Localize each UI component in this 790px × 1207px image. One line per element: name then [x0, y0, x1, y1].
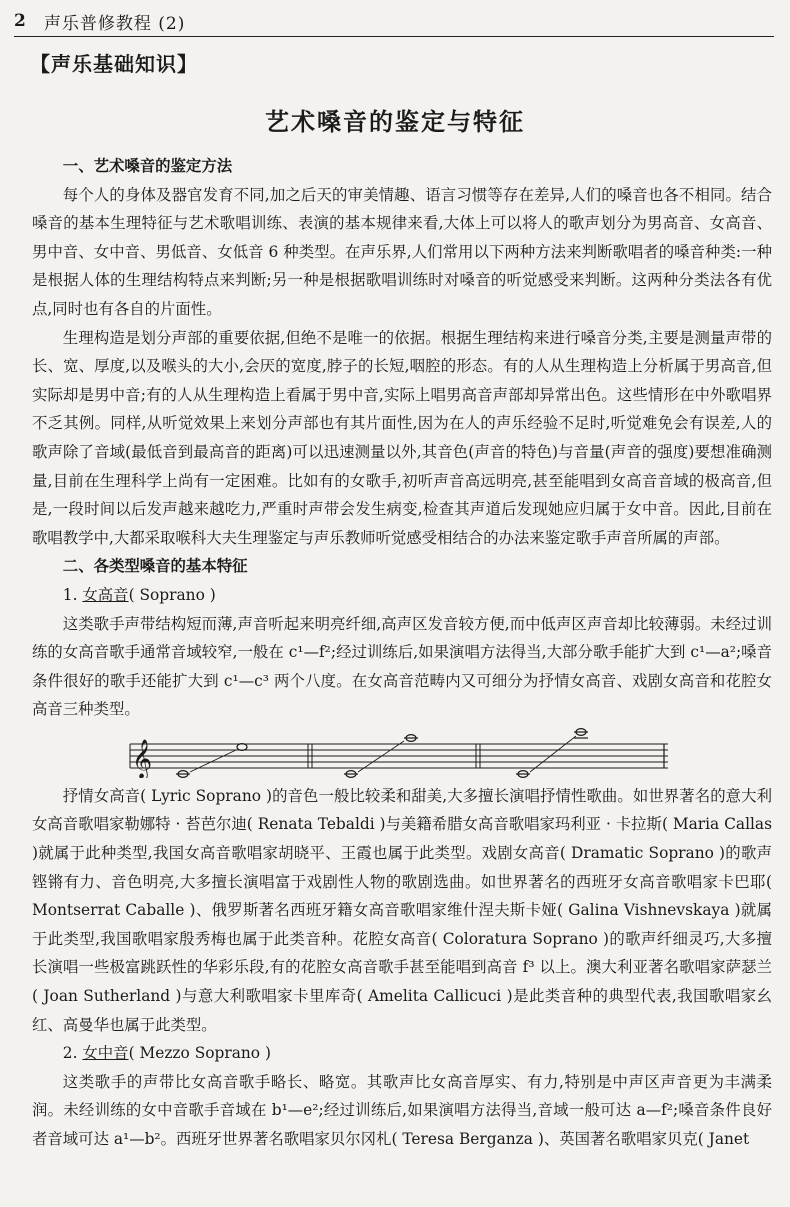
running-header — [14, 6, 774, 37]
paragraph-2: 生理构造是划分声部的重要依据,但绝不是唯一的依据。根据生理结构来进行嗓音分类,主要是测量声带的长、宽、厚度,以及喉头的大小,会厌的宽度,脖子的长短,咽腔的形态。有的人从生理构造上分析属于男高音,但实际却是男中音;有的人从生理构造上看属于男中音,实际上唱男高音声部却异常出色。这些情形在中外歌唱界不乏其例。同样,从听觉效果上来划分声部也有其片面性,因为在人的声乐经验不足时,听觉难免会有误差,人的歌声除了音域(最低音到最高音的距离)可以迅速测量以外,其音色(声音的特色)与音量(声音的强度)要想准确测量,目前在生理科学上尚有一定困难。比如有的女歌手,初听声音高远明亮,甚至能唱到女高音音域的极高音,但是,一段时间以后发声越来越吃力,严重时声带会发生病变,检查其声道后发现她应归属于女中音。因此,目前在歌唱教学中,大都采取喉科大夫生理鉴定与声乐教师听觉感受相结合的办法来鉴定歌手声音所属的声部。 — [32, 328, 772, 547]
paragraph-5: 这类歌手的声带比女高音歌手略长、略宽。其歌声比女高音厚实、有力,特别是中声区声音更为丰满柔润。未经训练的女中音歌手音域在 b¹—e²;经过训练后,如果演唱方法得当,音域一般可达 a—f²;嗓音条件良好者音域可达 a¹—b²。西班牙世界著名歌唱家贝尔冈札( Teresa Berganza )、英国著名歌唱家贝克( Janet — [32, 1072, 772, 1148]
paragraph-3: 这类歌手声带结构短而薄,声音听起来明亮纤细,高声区发音较方便,而中低声区声音却比较薄弱。未经过训练的女高音歌手通常音域较窄,一般在 c¹—f²;经过训练后,如果演唱方法得当,大部分歌手能扩大到 c¹—a²;嗓音条件很好的歌手还能扩大到 c¹—c³ 两个八度。在女高音范畴内又可细分为抒情女高音、戏剧女高音和花腔女高音三种类型。 — [32, 614, 772, 719]
subheading-soprano-en: ( Soprano ) — [128, 585, 216, 604]
subheading-soprano-label: 女高音 — [82, 585, 129, 604]
subheading-mezzo-num: 2. — [62, 1044, 83, 1063]
paragraph-4: 抒情女高音( Lyric Soprano )的音色一般比较柔和甜美,大多擅长演唱抒情性歌曲。如世界著名的意大利女高音歌唱家勒娜特 · 苔芭尔迪( Renata Tebaldi )与美籍希腊女高音歌唱家玛利亚 · 卡拉斯( Maria Callas )就属于此种类型,我国女高音歌唱家胡晓平、王霞也属于此类型。戏剧女高音( Dramatic Soprano )的歌声铿锵有力、音色明亮,大多擅长演唱富于戏剧性人物的歌剧选曲。如世界著名的西班牙女高音歌唱家卡巴耶( Montserrat Caballe )、俄罗斯著名西班牙籍女高音歌唱家维什涅夫斯卡娅( Galina Vishnevskaya )就属于此类型,我国歌唱家殷秀梅也属于此类音种。花腔女高音( Coloratura Soprano )的歌声纤细灵巧,大多擅长演唱一些极富跳跃性的华彩乐段,有的花腔女高音歌手甚至能唱到高音 f³ 以上。澳大利亚著名歌唱家萨瑟兰( Joan Sutherland )与意大利歌唱家卡里库奇( Amelita Callicuci )是此类音种的典型代表,我国歌唱家幺红、高曼华也属于此类型。 — [32, 786, 772, 1034]
heading-voice-features: 二、各类型嗓音的基本特征 — [62, 557, 248, 576]
treble-clef-icon: 𝄞 — [132, 738, 153, 778]
page-number: 2 — [14, 11, 26, 31]
article-body — [32, 152, 772, 1154]
book-title: 声乐普修教程 (2) — [43, 13, 186, 34]
heading-identification-method: 一、艺术嗓音的鉴定方法 — [62, 157, 233, 175]
note-f2-icon — [237, 743, 247, 750]
subheading-soprano — [32, 581, 772, 610]
subheading-mezzo — [32, 1039, 772, 1068]
section-tag: 【声乐基础知识】 — [30, 52, 198, 76]
article-title: 艺术嗓音的鉴定与特征 — [265, 108, 525, 136]
subheading-soprano-num: 1. — [62, 585, 83, 604]
music-staff-figure — [32, 728, 772, 778]
subheading-mezzo-label: 女中音 — [82, 1044, 129, 1063]
music-staff — [128, 728, 668, 778]
subheading-mezzo-en: ( Mezzo Soprano ) — [128, 1044, 271, 1063]
paragraph-1: 每个人的身体及器官发育不同,加之后天的审美情趣、语言习惯等存在差异,人们的嗓音也各不相同。结合嗓音的基本生理特征与艺术歌唱训练、表演的基本规律来看,大体上可以将人的歌声划分为男高音、女高音、男中音、女中音、男低音、女低音 6 种类型。在声乐界,人们常用以下两种方法来判断歌唱者的嗓音种类:一种是根据人体的生理结构特点来判断;另一种是根据歌唱训练时对嗓音的听觉感受来判断。这两种分类法各有优点,同时也有各自的片面性。 — [32, 185, 772, 318]
